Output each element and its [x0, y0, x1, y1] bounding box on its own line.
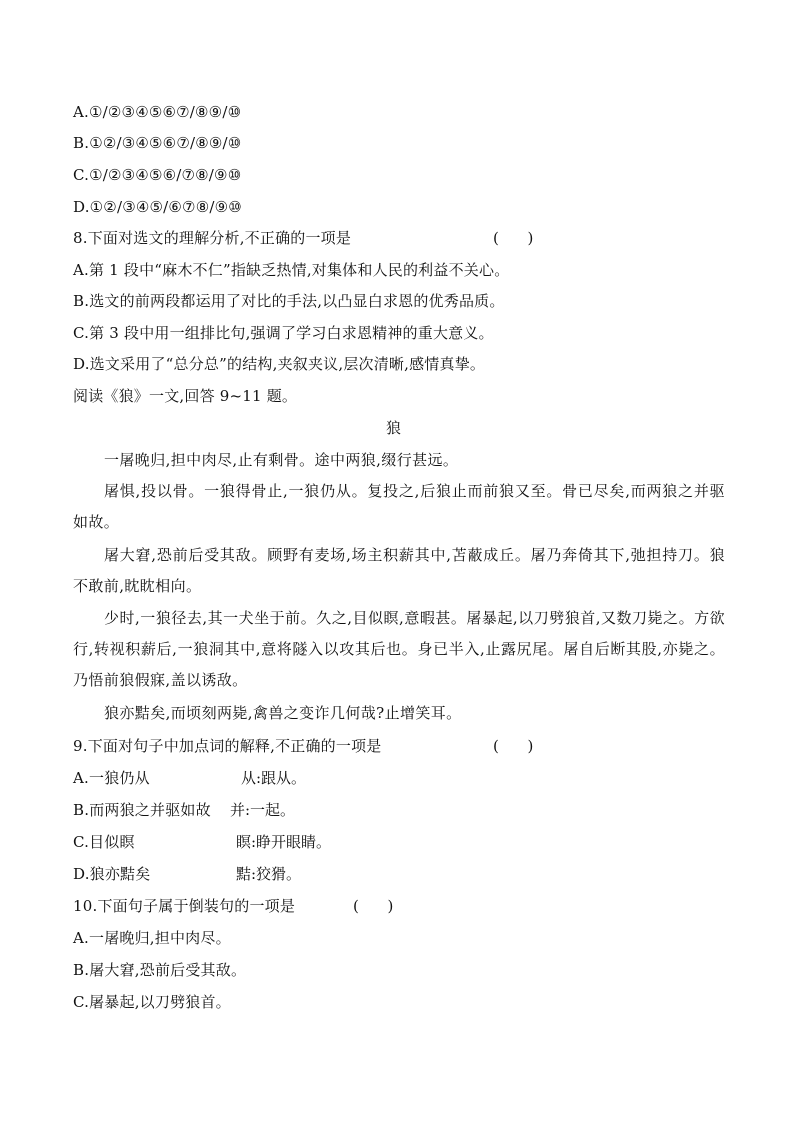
q10-stem: 10.下面句子属于倒装句的一项是: [73, 897, 296, 915]
passage-paragraph-5: 狼亦黠矣,而顷刻两毙,禽兽之变诈几何哉?止增笑耳。: [104, 704, 462, 722]
q8-answer-paren: ( ): [493, 229, 534, 247]
q8-option-d: D.选文采用了“总分总”的结构,夹叙夹议,层次清晰,感情真挚。: [73, 355, 486, 373]
q8-stem: 8.下面对选文的理解分析,不正确的一项是: [73, 229, 352, 247]
passage-paragraph-2: 屠惧,投以骨。一狼得骨止,一狼仍从。复投之,后狼止而前狼又至。骨已尽矣,而两狼之并驱如故。: [73, 482, 725, 531]
q9-answer-paren: ( ): [493, 737, 534, 755]
q10-answer-paren: ( ): [353, 897, 394, 915]
passage-title: 狼: [386, 419, 402, 437]
q8-option-c: C.第 3 段中用一组排比句,强调了学习白求恩精神的重大意义。: [73, 324, 494, 342]
q9-option-d-sentence: D.狼亦黠矣: [73, 865, 151, 883]
q9-option-a-gloss: 从:跟从。: [241, 769, 307, 787]
q7-option-c: C.①/②③④⑤⑥/⑦⑧/⑨⑩: [73, 166, 242, 184]
q10-option-a: A.一屠晚归,担中肉尽。: [73, 929, 231, 947]
q9-stem: 9.下面对句子中加点词的解释,不正确的一项是: [73, 737, 382, 755]
passage-paragraph-4: 少时,一狼径去,其一犬坐于前。久之,目似瞑,意暇甚。屠暴起,以刀劈狼首,又数刀毙之。方欲行,转视积薪后,一狼洞其中,意将隧入以攻其后也。身已半入,止露尻尾。屠自后断其股,亦毙之。乃悟前狼假寐,盖以诱敌。: [73, 609, 725, 689]
q9-option-c-gloss: 瞑:睁开眼睛。: [236, 833, 332, 851]
q7-option-b: B.①②/③④⑤⑥⑦/⑧⑨/⑩: [73, 134, 242, 152]
q9-option-c-sentence: C.目似瞑: [73, 833, 135, 851]
q9-option-d-gloss: 黠:狡猾。: [236, 865, 302, 883]
q9-option-b-gloss: 并:一起。: [230, 801, 296, 819]
q7-option-d: D.①②/③④⑤/⑥⑦⑧/⑨⑩: [73, 198, 242, 216]
reading-intro: 阅读《狼》一文,回答 9~11 题。: [73, 387, 298, 405]
q8-option-a: A.第 1 段中“麻木不仁”指缺乏热情,对集体和人民的利益不关心。: [73, 261, 510, 279]
passage-paragraph-1: 一屠晚归,担中肉尽,止有剩骨。途中两狼,缀行甚远。: [104, 451, 459, 469]
q10-option-b: B.屠大窘,恐前后受其敌。: [73, 961, 247, 979]
q9-option-b-sentence: B.而两狼之并驱如故: [73, 801, 211, 819]
q8-option-b: B.选文的前两段都运用了对比的手法,以凸显白求恩的优秀品质。: [73, 292, 505, 310]
q10-option-c: C.屠暴起,以刀劈狼首。: [73, 993, 231, 1011]
passage-paragraph-3: 屠大窘,恐前后受其敌。顾野有麦场,场主积薪其中,苫蔽成丘。屠乃奔倚其下,弛担持刀。狼不敢前,眈眈相向。: [73, 546, 725, 595]
q9-option-a-sentence: A.一狼仍从: [73, 769, 150, 787]
q7-option-a: A.①/②③④⑤⑥⑦/⑧⑨/⑩: [73, 103, 242, 121]
